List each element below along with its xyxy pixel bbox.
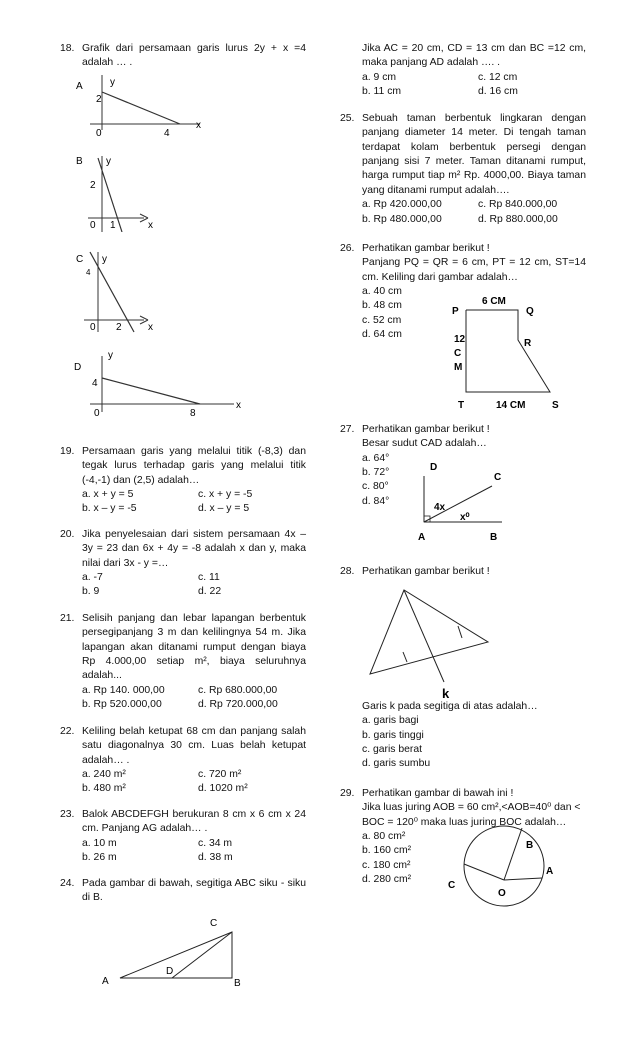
question-text: Sebuah taman berbentuk lingkaran dengan panjang diameter 14 meter. Di tengah taman terdapat kolam berbentuk persegi dengan panjang sisi 7 meter. Taman ditanami rumput, harga rumput tiap m² Rp. 4000,00. Biaya taman yang ditanami rumput adalah…. <box>362 113 586 196</box>
question-given: Panjang PQ = QR = 6 cm, PT = 12 cm, ST=14 cm. Keliling dari gambar adalah… <box>362 257 586 283</box>
triangle-line-k-figure <box>366 582 496 700</box>
point-c-label: C <box>448 880 456 891</box>
graph-letter: B <box>76 156 83 167</box>
point-t-label: T <box>458 400 465 411</box>
question-number: 29. <box>340 788 355 799</box>
side-pq-label: 6 CM <box>482 296 506 307</box>
x-axis-label: x <box>148 220 153 231</box>
option-b[interactable]: b. 26 m <box>82 852 117 864</box>
option-c[interactable]: c. 11 <box>198 572 220 584</box>
question-number: 21. <box>60 613 75 624</box>
option-d[interactable]: d. 22 <box>198 586 222 598</box>
option-b[interactable]: b. 11 cm <box>362 86 402 98</box>
y-tick: 2 <box>90 180 96 191</box>
graph-letter: A <box>76 81 83 92</box>
question-text: Grafik dari persamaan garis lurus 2y + x =4 adalah … . <box>82 43 306 69</box>
option-a[interactable]: a. garis bagi <box>362 715 419 727</box>
question-25 <box>340 112 586 227</box>
graph-letter: D <box>74 362 82 373</box>
question-given: Besar sudut CAD adalah… <box>362 438 487 450</box>
answer-options <box>362 71 586 100</box>
origin-label: 0 <box>90 220 96 231</box>
option-b[interactable]: b. Rp 520.000,00 <box>82 699 162 711</box>
y-axis-label: y <box>108 350 113 361</box>
question-number: 25. <box>340 113 355 124</box>
option-b[interactable]: b. x – y = -5 <box>82 503 137 515</box>
question-text: Jika penyelesaian dari sistem persamaan 4x – 3y = 23 dan 6x + 4y = -8 adalah x dan y, maka nilai dari 3x - y =… <box>82 529 306 569</box>
question-21 <box>60 612 306 713</box>
question-number: 28. <box>340 566 355 577</box>
question-24-continuation <box>340 42 586 99</box>
option-c[interactable]: c. 80° <box>362 481 389 493</box>
option-c[interactable]: c. Rp 840.000,00 <box>478 199 558 211</box>
option-a[interactable]: a. -7 <box>82 572 103 584</box>
question-22 <box>60 725 306 797</box>
angle-x-label: x⁰ <box>460 512 470 523</box>
option-d[interactable]: d. 16 cm <box>478 86 518 98</box>
option-d[interactable]: d. 84° <box>362 495 390 507</box>
point-s-label: S <box>552 400 559 411</box>
side-pt-label-1: 12 <box>454 334 466 345</box>
x-axis-label: x <box>148 322 153 333</box>
answer-options <box>362 714 586 771</box>
side-pt-label-3: M <box>454 362 463 373</box>
point-c-label: C <box>494 472 502 483</box>
option-d[interactable]: d. 280 cm² <box>362 874 412 886</box>
y-axis-label: y <box>106 156 111 167</box>
question-given: Jika luas juring AOB = 60 cm²,<AOB=40⁰ dan < BOC = 120⁰ maka luas juring BOC adalah… <box>362 802 581 828</box>
option-c[interactable]: c. Rp 680.000,00 <box>198 684 278 696</box>
side-st-label: 14 CM <box>496 400 526 411</box>
question-number: 26. <box>340 243 355 254</box>
question-text: Jika AC = 20 cm, CD = 13 cm dan BC =12 cm, maka panjang AD adalah …. . <box>362 43 586 69</box>
point-b-label: B <box>526 840 534 851</box>
circle-sectors-figure <box>440 822 560 908</box>
answer-options <box>82 837 306 866</box>
origin-label: 0 <box>94 408 100 419</box>
option-c[interactable]: c. garis berat <box>362 744 423 756</box>
option-b[interactable]: b. 72° <box>362 467 390 479</box>
vertex-a-label: A <box>102 976 109 987</box>
question-number: 20. <box>60 529 75 540</box>
point-d-label: D <box>166 966 174 977</box>
question-number: 23. <box>60 809 75 820</box>
graph-option-d <box>72 348 252 420</box>
graph-option-c <box>72 250 222 340</box>
question-text: Balok ABCDEFGH berukuran 8 cm x 6 cm x 24 cm. Panjang AG adalah… . <box>82 809 306 835</box>
center-o-label: O <box>498 888 506 899</box>
question-given: Garis k pada segitiga di atas adalah… <box>362 701 538 712</box>
question-23 <box>60 808 306 865</box>
point-p-label: P <box>452 306 459 317</box>
x-axis-label: x <box>196 120 201 131</box>
option-a[interactable]: a. Rp 140. 000,00 <box>82 684 165 696</box>
x-axis-label: x <box>236 400 241 411</box>
option-c[interactable]: c. 52 cm <box>362 314 402 326</box>
y-axis-label: y <box>102 254 107 265</box>
option-b[interactable]: b. 9 <box>82 586 100 598</box>
option-b[interactable]: b. 160 cm² <box>362 845 412 857</box>
question-text: Perhatikan gambar di bawah ini ! <box>362 788 514 799</box>
point-d-label: D <box>430 462 438 473</box>
option-d[interactable]: d. x – y = 5 <box>198 503 250 515</box>
option-c[interactable]: c. 34 m <box>198 837 233 849</box>
question-number: 24. <box>60 878 75 889</box>
question-text: Pada gambar di bawah, segitiga ABC siku - siku di B. <box>82 878 306 904</box>
option-d[interactable]: d. garis sumbu <box>362 758 431 770</box>
question-text: Selisih panjang dan lebar lapangan berbentuk persegipanjang 3 m dan kelilingnya 54 m. Jika lapangan akan ditanami rumput dengan biaya Rp 4.000,00 setiap m², biaya seluruhnya adalah... <box>82 613 306 682</box>
answer-options <box>82 488 306 517</box>
side-pt-label-2: C <box>454 348 462 359</box>
vertex-b-label: B <box>234 978 241 989</box>
origin-label: 0 <box>96 128 102 139</box>
option-a[interactable]: a. Rp 420.000,00 <box>362 199 442 211</box>
origin-label: 0 <box>90 322 96 333</box>
triangle-abc-figure <box>96 912 256 992</box>
option-a[interactable]: a. x + y = 5 <box>82 489 134 501</box>
graph-letter: C <box>76 254 84 265</box>
option-a[interactable]: a. 80 cm² <box>362 831 406 843</box>
option-d[interactable]: d. Rp 720.000,00 <box>198 699 278 711</box>
x-tick: 1 <box>110 220 116 231</box>
option-d[interactable]: d. 38 m <box>198 852 233 864</box>
option-c[interactable]: c. 12 cm <box>478 71 518 83</box>
question-text: Perhatikan gambar berikut ! <box>362 424 490 435</box>
x-tick: 4 <box>164 128 170 139</box>
question-number: 27. <box>340 424 355 435</box>
option-b[interactable]: b. 480 m² <box>82 783 126 795</box>
option-d[interactable]: d. 1020 m² <box>198 783 248 795</box>
question-number: 19. <box>60 446 75 457</box>
option-a[interactable]: a. 240 m² <box>82 769 126 781</box>
option-a[interactable]: a. 10 m <box>82 837 117 849</box>
answer-options <box>82 768 306 797</box>
option-d[interactable]: d. 64 cm <box>362 329 402 341</box>
option-c[interactable]: c. 720 m² <box>198 769 242 781</box>
point-q-label: Q <box>526 306 534 317</box>
question-number: 18. <box>60 43 75 54</box>
y-axis-label: y <box>110 77 115 88</box>
point-a-label: A <box>546 866 554 877</box>
y-tick: 2 <box>96 94 102 105</box>
x-tick: 2 <box>116 322 122 333</box>
point-r-label: R <box>524 338 532 349</box>
question-18 <box>60 42 306 71</box>
line-k-label: k <box>442 686 450 700</box>
question-20 <box>60 528 306 600</box>
point-b-label: B <box>490 532 498 543</box>
question-24 <box>60 877 306 906</box>
option-b[interactable]: b. 48 cm <box>362 300 402 312</box>
question-text: Perhatikan gambar berikut ! <box>362 566 490 577</box>
y-tick: 4 <box>92 378 98 389</box>
question-number: 22. <box>60 726 75 737</box>
option-a[interactable]: a. 64° <box>362 452 390 464</box>
option-b[interactable]: b. Rp 480.000,00 <box>362 213 442 225</box>
question-19 <box>60 445 306 517</box>
option-d[interactable]: d. Rp 880.000,00 <box>478 213 558 225</box>
answer-options <box>82 571 306 600</box>
option-b[interactable]: b. garis tinggi <box>362 729 424 741</box>
option-c[interactable]: c. 180 cm² <box>362 859 411 871</box>
question-text: Persamaan garis yang melalui titik (-8,3) dan tegak lurus terhadap garis yang melalui titik (-4,-1) dan (2,5) adalah… <box>82 446 306 486</box>
angle-figure <box>412 456 512 544</box>
x-tick: 8 <box>190 408 196 419</box>
answer-options <box>362 198 586 227</box>
option-a[interactable]: a. 9 cm <box>362 71 397 83</box>
option-c[interactable]: c. x + y = -5 <box>198 489 253 501</box>
point-a-label: A <box>418 532 426 543</box>
question-text: Keliling belah ketupat 68 cm dan panjang salah satu diagonalnya 30 cm. Luas belah ketupat adalah… . <box>82 726 306 766</box>
question-text: Perhatikan gambar berikut ! <box>362 243 490 254</box>
vertex-c-label: C <box>210 918 218 929</box>
angle-4x-label: 4x <box>434 502 446 513</box>
option-a[interactable]: a. 40 cm <box>362 286 402 298</box>
trapezoid-pqrst-figure <box>446 292 566 412</box>
graph-option-b <box>72 152 222 232</box>
y-tick: 4 <box>86 268 91 277</box>
question-28-options <box>340 700 586 772</box>
question-28 <box>340 565 586 579</box>
graph-option-a <box>72 72 222 142</box>
answer-options <box>82 684 306 713</box>
